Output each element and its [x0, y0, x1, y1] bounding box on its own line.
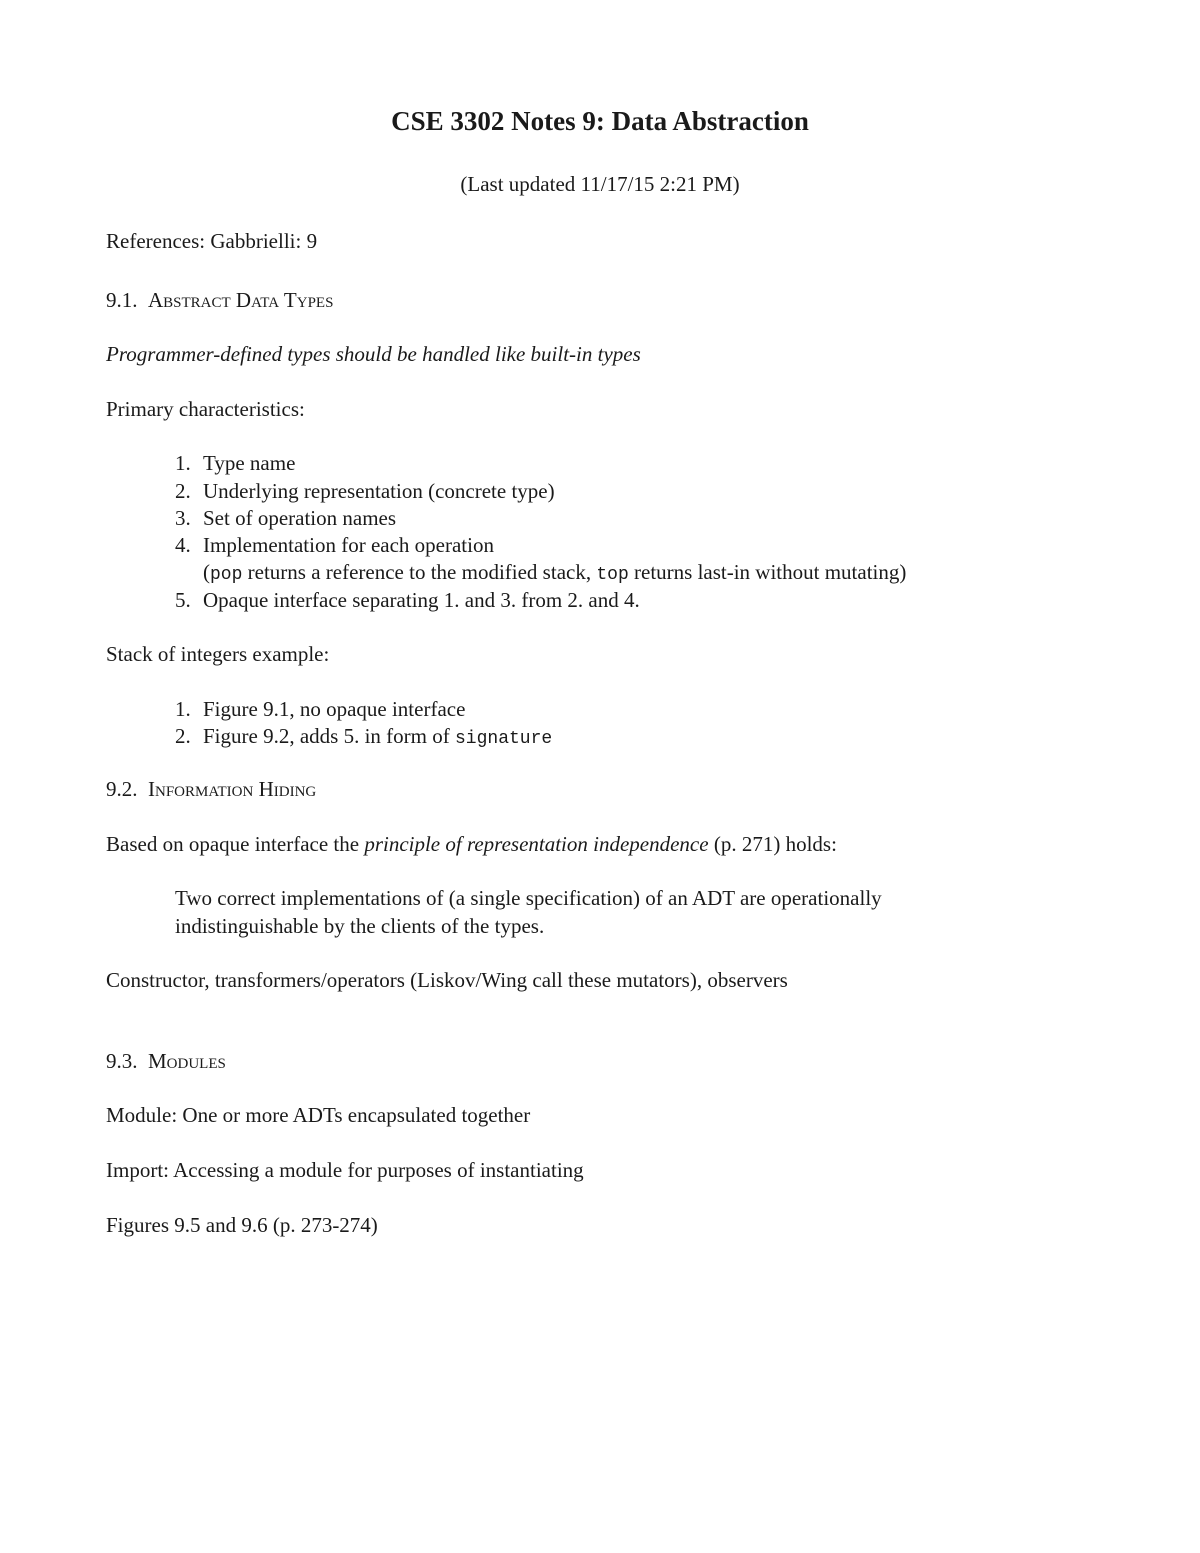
- import-line: Import: Accessing a module for purposes of instantiating: [106, 1158, 584, 1182]
- figures-line: Figures 9.5 and 9.6 (p. 273-274): [106, 1213, 378, 1237]
- references-line: References: Gabbrielli: 9: [106, 229, 318, 253]
- code-signature: signature: [454, 729, 553, 749]
- code-pop: pop: [210, 565, 243, 585]
- list-item: 1. Type name: [175, 451, 296, 475]
- italic-principle: Programmer-defined types should be handled like built-in types: [106, 342, 641, 366]
- representation-independence-line: Based on opaque interface the principle of representation independence (p. 271) holds:: [106, 832, 837, 856]
- section-heading-9-3: [106, 1047, 226, 1075]
- list-item: 2. Underlying representation (concrete type): [175, 479, 555, 503]
- section-title: Modules: [148, 1049, 226, 1073]
- list-item: 4. Implementation for each operation: [175, 533, 494, 557]
- last-updated: (Last updated 11/17/15 2:21 PM): [460, 172, 740, 196]
- section-number: 9.1.: [106, 288, 138, 312]
- section-number: 9.3.: [106, 1049, 138, 1073]
- section-heading-9-1: [106, 286, 333, 314]
- stack-example-label: Stack of integers example:: [106, 642, 330, 666]
- section-title: Abstract Data Types: [148, 288, 334, 312]
- section-title: Information Hiding: [148, 777, 317, 801]
- constructor-line: Constructor, transformers/operators (Liskov/Wing call these mutators), observers: [106, 968, 788, 992]
- list-item: 1. Figure 9.1, no opaque interface: [175, 697, 466, 721]
- primary-characteristics-label: Primary characteristics:: [106, 397, 305, 421]
- list-item: 5. Opaque interface separating 1. and 3. from 2. and 4.: [175, 588, 640, 612]
- section-number: 9.2.: [106, 777, 138, 801]
- quote-line: indistinguishable by the clients of the types.: [175, 914, 545, 938]
- module-line: Module: One or more ADTs encapsulated together: [106, 1103, 531, 1127]
- quote-line: Two correct implementations of (a single specification) of an ADT are operationally: [175, 886, 882, 910]
- list-item: 2. Figure 9.2, adds 5. in form of signature: [175, 724, 553, 749]
- list-item: 3. Set of operation names: [175, 506, 397, 530]
- code-top: top: [596, 565, 629, 585]
- section-heading-9-2: [106, 775, 316, 803]
- page-title: CSE 3302 Notes 9: Data Abstraction: [391, 106, 809, 136]
- list-item-note: (pop returns a reference to the modified stack, top returns last-in without mutating): [203, 560, 907, 585]
